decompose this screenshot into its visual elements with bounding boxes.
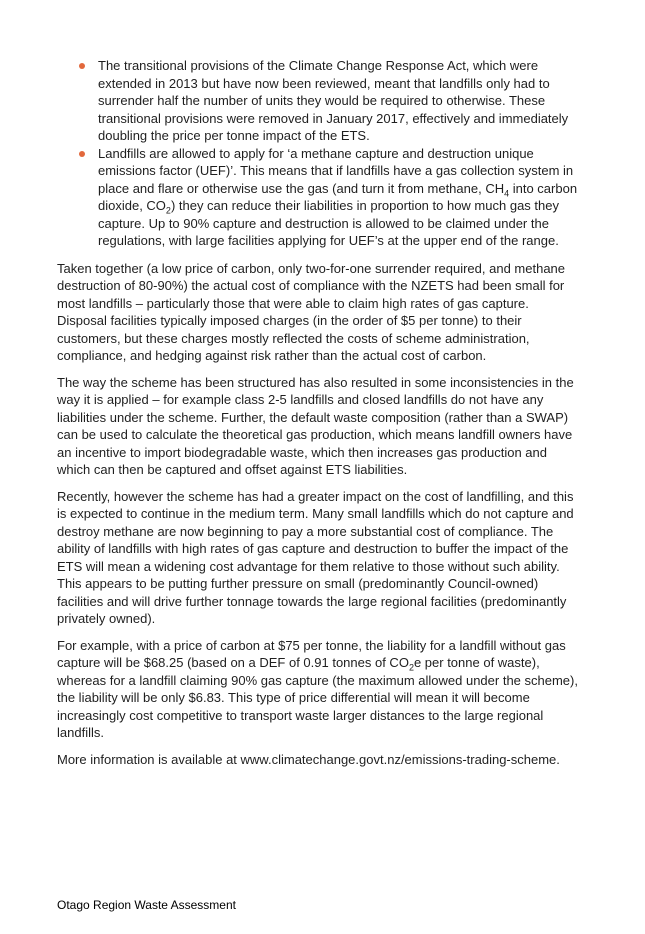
bullet-item-transitional-provisions — [57, 57, 582, 145]
bullet-text-part: Landfills are allowed to apply for ‘a methane capture and destruction unique emissions factor (UEF)’. This means that if landfills have a gas collection system in place and flare or otherwise use the gas (and turn it from methane, CH — [98, 145, 574, 196]
document-body — [57, 57, 582, 777]
paragraph-more-info: More information is available at www.climatechange.govt.nz/emissions-trading-scheme. — [57, 751, 560, 767]
bullet-text-part: into carbon dioxide, CO — [98, 180, 578, 213]
page-footer: Otago Region Waste Assessment — [57, 898, 236, 912]
bullet-dot-icon — [79, 151, 85, 157]
subscript: 2 — [165, 205, 171, 216]
bullet-dot-icon — [79, 63, 85, 69]
bullet-list — [57, 57, 582, 250]
bullet-text-part: ) they can reduce their liabilities in proportion to how much gas they capture. Up to 90% capture and destruction is allowed to be claimed under the regulations, with large facilities applying for UEF’s at the upper end of the range. — [98, 198, 559, 248]
paragraph-taken-together: Taken together (a low price of carbon, only two-for-one surrender required, and methane destruction of 80-90%) the actual cost of compliance with the NZETS had been small for most landfills – particularly those that were able to claim high rates of gas capture. Disposal facilities typically imposed charges (in the order of $5 per tonne) to their customers, but these charges mostly reflected the costs of scheme administration, compliance, and hedging against risk rather than the actual cost of carbon. — [57, 260, 566, 363]
subscript: 2 — [408, 662, 414, 673]
example-text-part: e per tonne of waste), whereas for a landfill claiming 90% gas capture (the maximum allowed under the scheme), the liability will be only $6.83. This type of price differential will mean it will become increasingly cost competitive to transport waste larger distances to the large regional landfills. — [57, 655, 578, 740]
bullet-item-uef — [57, 145, 582, 250]
paragraph-scheme-structure: The way the scheme has been structured has also resulted in some inconsistencies in the way it is applied – for example class 2-5 landfills and closed landfills do not have any liabilities under the scheme. Further, the default waste composition (rather than a SWAP) can be used to calculate the theoretical gas production, which means landfill owners have an incentive to import biodegradable waste, which then increases gas production and which can then be captured and offset against ETS liabilities. — [57, 374, 574, 477]
example-text-part: For example, with a price of carbon at $75 per tonne, the liability for a landfill without gas capture will be $68.25 (based on a DEF of 0.91 tonnes of CO — [57, 637, 566, 670]
paragraph-example — [57, 637, 582, 742]
subscript: 4 — [504, 188, 510, 199]
paragraph-recent-impact: Recently, however the scheme has had a greater impact on the cost of landfilling, and this is expected to continue in the medium term. Many small landfills which do not capture and destroy methane are now beginning to pay a more substantial cost of compliance. The ability of landfills with high rates of gas capture and destruction to buffer the impact of the ETS will mean a widening cost advantage for them relative to those without such ability. This appears to be putting further pressure on small (predominantly Council-owned) facilities and will drive further tonnage towards the large regional facilities (predominantly privately owned). — [57, 488, 574, 626]
bullet-text: The transitional provisions of the Climate Change Response Act, which were extended in 2013 but have now been reviewed, meant that landfills only had to surrender half the number of units they would be required to otherwise. These transitional provisions were removed in January 2017, effectively and immediately doubling the price per tonne impact of the ETS. — [98, 58, 569, 143]
